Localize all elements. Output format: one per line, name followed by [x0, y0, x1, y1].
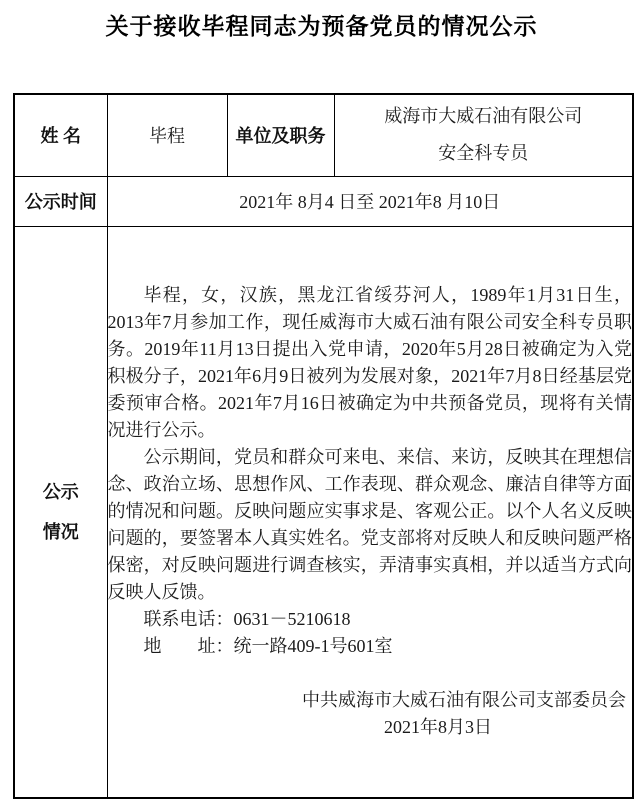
- situation-paragraph-2: 公示期间，党员和群众可来电、来信、来访，反映其在理想信念、政治立场、思想作风、工作表现、群众观念、廉洁自律等方面的情况和问题。反映问题应实事求是、客观公正。以个人名义反映问题的，要签署本人真实姓名。党支部将对反映人和反映问题严格保密，对反映问题进行调查核实，弄清事实真相，并以适当方式向反映人反馈。: [107, 447, 632, 603]
- unit-label-cell: 单位及职务: [227, 94, 334, 176]
- unit-value-line2: 安全科专员: [438, 143, 529, 164]
- unit-value-cell: [334, 94, 633, 176]
- contact-address-line: 地 址：统一路409-1号601室: [143, 636, 393, 657]
- table-row-period: [14, 176, 633, 226]
- signature-date: 2021年8月3日: [384, 717, 492, 738]
- situation-content-cell: [107, 226, 633, 798]
- table-row-name: [14, 94, 633, 176]
- signature-organization: 中共威海市大威石油有限公司支部委员会: [302, 690, 626, 711]
- name-value-cell: 毕程: [107, 94, 227, 176]
- table-row-situation: [14, 226, 633, 798]
- page-title: 关于接收毕程同志为预备党员的情况公示: [105, 14, 538, 39]
- situation-label-cell: [14, 226, 107, 798]
- contact-phone-line: 联系电话：0631－5210618: [143, 609, 351, 630]
- unit-value-line1: 威海市大威石油有限公司: [384, 106, 583, 127]
- name-label-cell: 姓 名: [14, 94, 107, 176]
- situation-label-line1: 公示: [42, 481, 79, 502]
- situation-label-line2: 情况: [42, 521, 79, 542]
- period-value-cell: 2021年 8月4 日至 2021年8 月10日: [107, 176, 633, 226]
- notice-table: [13, 93, 634, 799]
- situation-paragraph-1: 毕程，女，汉族，黑龙江省绥芬河人，1989年1月31日生，2013年7月参加工作，现任威海市大威石油有限公司安全科专员职务。2019年11月13日提出入党申请，2020年5月28日被确定为入党积极分子，2021年6月9日被列为发展对象，2021年7月8日经基层党委预审合格。2021年7月16日被确定为中共预备党员，现将有关情况进行公示。: [107, 285, 632, 441]
- period-label-cell: 公示时间: [14, 176, 107, 226]
